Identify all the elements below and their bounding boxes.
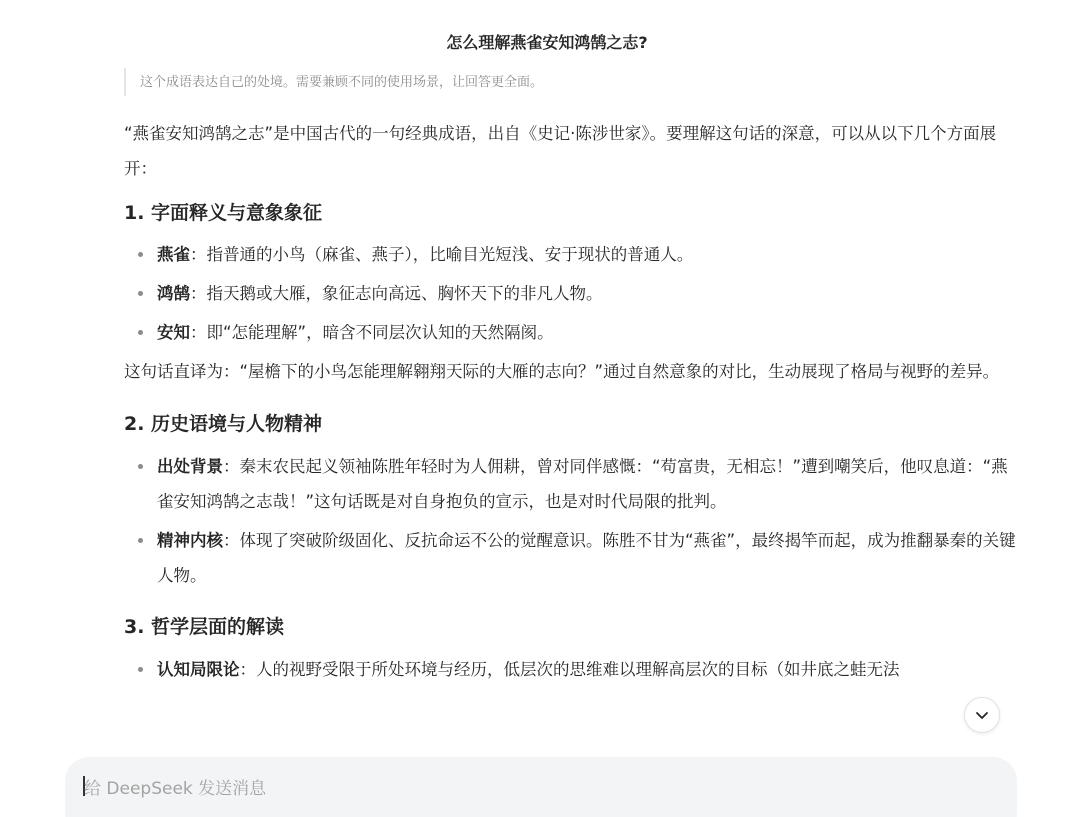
user-question: 怎么理解燕雀安知鸿鹄之志? [446, 33, 648, 52]
term: 燕雀 [157, 245, 190, 264]
thinking-note: 这个成语表达自己的处境。需要兼顾不同的使用场景，让回答更全面。 [124, 68, 543, 96]
assistant-answer [124, 116, 1024, 691]
separator: ： [239, 660, 256, 679]
separator: ： [190, 323, 207, 342]
item-text: 即“怎能理解”，暗含不同层次认知的天然隔阂。 [206, 323, 554, 342]
scroll-to-bottom-button[interactable] [964, 697, 1000, 733]
intro-paragraph: “燕雀安知鸿鹄之志”是中国古代的一句经典成语，出自《史记·陈涉世家》。要理解这句话的深意，可以从以下几个方面展开： [124, 124, 997, 178]
term: 安知 [157, 323, 190, 342]
separator: ： [223, 457, 240, 476]
bullet-dot [138, 667, 143, 672]
list-item [124, 237, 1024, 272]
item-text: 人的视野受限于所处环境与经历，低层次的思维难以理解高层次的目标（如井底之蛙无法 [256, 660, 900, 679]
term: 认知局限论 [157, 660, 240, 679]
term: 出处背景 [157, 457, 223, 476]
list-item [124, 449, 1024, 519]
item-text: 体现了突破阶级固化、反抗命运不公的觉醒意识。陈胜不甘为“燕雀”，最终揭竿而起，成为推翻暴秦的关键人物。 [157, 531, 1016, 585]
item-text: 指普通的小鸟（麻雀、燕子），比喻目光短浅、安于现状的普通人。 [206, 245, 694, 264]
chevron-down-icon [974, 707, 990, 723]
message-input-placeholder: 给 DeepSeek 发送消息 [84, 779, 267, 799]
message-input[interactable] [65, 757, 1017, 817]
list-item [124, 315, 1024, 350]
bullet-dot [138, 330, 143, 335]
list-item [124, 276, 1024, 311]
list-item [124, 652, 1024, 687]
bullet-dot [138, 291, 143, 296]
item-text: 秦末农民起义领袖陈胜年轻时为人佣耕，曾对同伴感慨：“苟富贵，无相忘！”遭到嘲笑后，他叹息道：“燕雀安知鸿鹄之志哉！”这句话既是对自身抱负的宣示，也是对时代局限的批判。 [157, 457, 1008, 511]
section-2-list [124, 449, 1024, 593]
section-3-list [124, 652, 1024, 687]
item-text: 指天鹅或大雁，象征志向高远、胸怀天下的非凡人物。 [206, 284, 603, 303]
section-1-list [124, 237, 1024, 350]
bullet-dot [138, 538, 143, 543]
section-1-summary: 这句话直译为：“屋檐下的小鸟怎能理解翱翔天际的大雁的志向？”通过自然意象的对比，生动展现了格局与视野的差异。 [124, 362, 1000, 381]
bullet-dot [138, 464, 143, 469]
term: 精神内核 [157, 531, 223, 550]
section-heading-2: 2. 历史语境与人物精神 [124, 413, 323, 435]
bullet-dot [138, 252, 143, 257]
separator: ： [190, 284, 207, 303]
separator: ： [223, 531, 240, 550]
separator: ： [190, 245, 207, 264]
term: 鸿鹄 [157, 284, 190, 303]
section-heading-1: 1. 字面释义与意象象征 [124, 202, 323, 224]
list-item [124, 523, 1024, 593]
section-heading-3: 3. 哲学层面的解读 [124, 616, 285, 638]
